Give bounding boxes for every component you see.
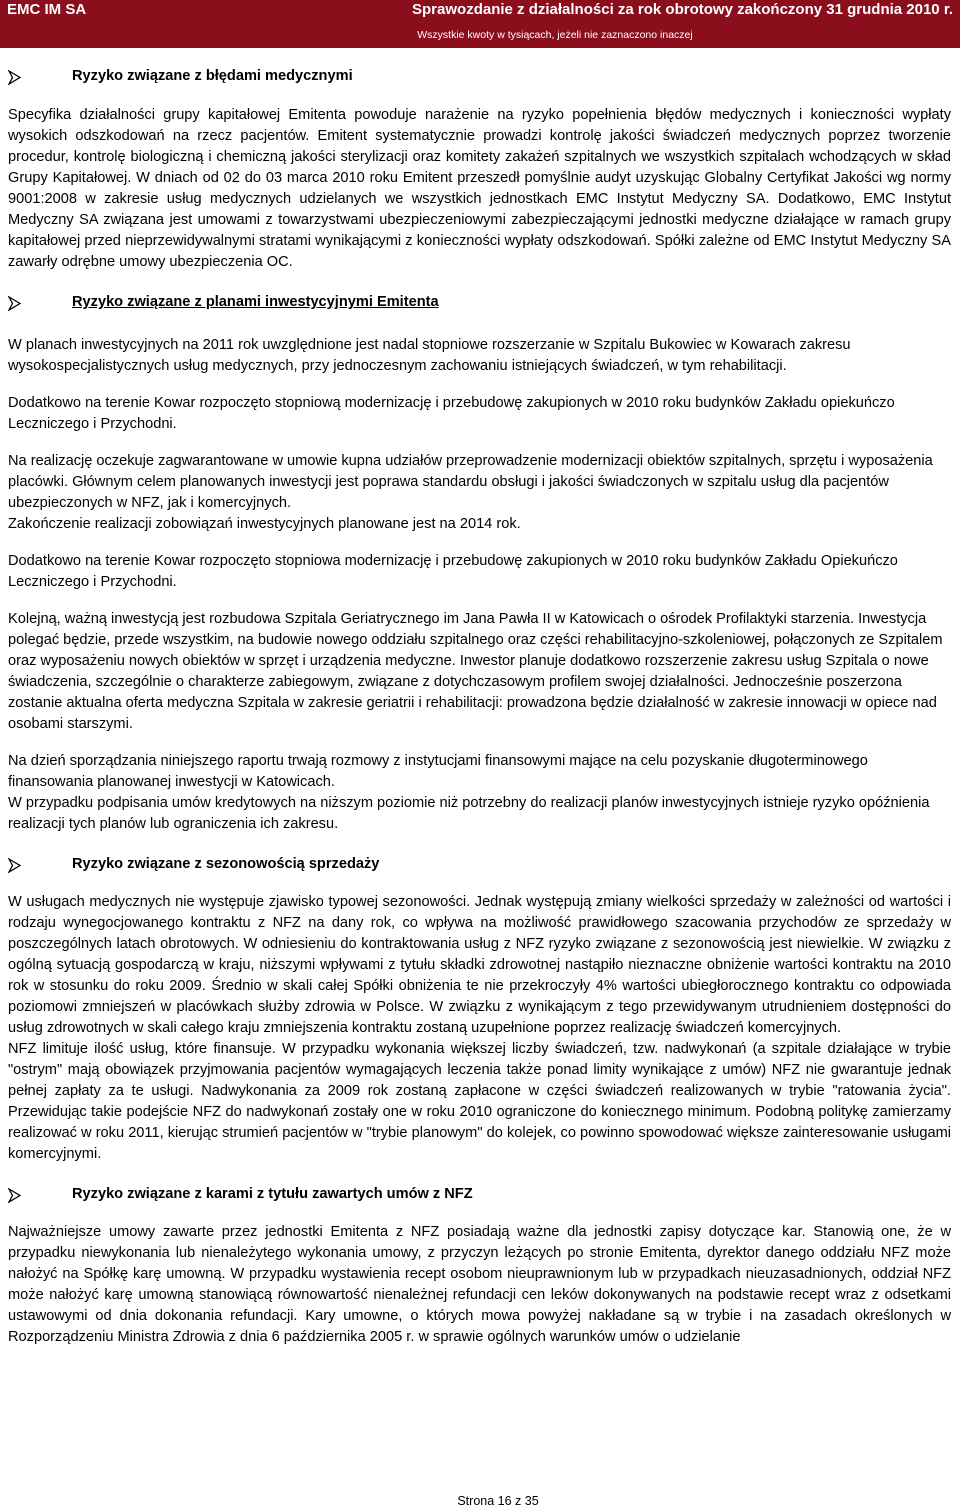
paragraph: Specyfika działalności grupy kapitałowej Emitenta powoduje narażenie na ryzyko popełnienia błędów medycznych i konieczności wypłaty wysokich odszkodowań na rzecz pacjentów. Emitent systematycznie prowadzi kontrolę jakości świadczeń medycznych poprzez tworzenie procedur, kontrolę biologiczną i chemiczną jakości sterylizacji oraz komitety zakażeń szpitalnych we wszystkich szpitalach wchodzących w skład Grupy Kapitałowej. W dniach od 02 do 03 marca 2010 roku Emitent przeszedł pomyślnie audyt uzyskując Globalny Certyfikat Jakości wg normy 9001:2008 w zakresie usług medycznych udzielanych we wszystkich jednostkach EMC Instytut Medyczny SA. Dodatkowo, EMC Instytut Medyczny SA związana jest umowami z towarzystwami ubezpieczeniowymi zabezpieczającymi jednostki medyczne działające w ramach grupy kapitałowej przed nieprzewidywalnymi stratami wynikającymi z konieczności wypłaty odszkodowań. Spółki zależne od EMC Instytut Medyczny SA zawarły odrębne umowy ubezpieczenia OC. — [8, 107, 951, 270]
section-heading-penalties — [8, 1184, 951, 1205]
section-heading-investment — [8, 292, 951, 313]
paragraph: W usługach medycznych nie występuje zjawisko typowej sezonowości. Jednak występują zmiany wielkości sprzedaży w zależności od wartości i rodzaju wynegocjowanego kontraktu z NFZ na dany rok, co wpływa na możliwość prawidłowego szacowania przychodów ze sprzedaży w poszczególnych latach obrotowych. W odniesieniu do kontraktowania usług z NFZ ryzyko związane z sezonowością jest niewielkie. W związku z ogólną sytuacją gospodarczą w kraju, niższymi wpływami z tytułu składki zdrowotnej nastąpiło nieznaczne obniżenie wartości kontraktu na 2010 rok w stosunku do roku 2009. Średnio w skali całej Spółki obniżenia te nie przekroczyły 4% wartości ubiegłorocznego kontraktu co odpowiada poziomowi zmniejszeń w placówkach służby zdrowia w Polsce. W związku z wynikającym z tego przewidywanym utrudnieniem dostępności do usług zdrowotnych w skali całego kraju zmniejszenia kontraktu zostaną uzupełnione poprzez realizację świadczeń komercyjnych. — [8, 894, 951, 1036]
page-number: Strona 16 z 35 — [457, 1494, 539, 1508]
arrow-bullet-icon — [8, 69, 72, 85]
arrow-bullet-icon — [8, 857, 72, 873]
paragraph: W planach inwestycyjnych na 2011 rok uwzględnione jest nadal stopniowe rozszerzanie w Szpitalu Bukowiec w Kowarach zakresu wysokospecjalistycznych usług medycznych, przy jednoczesnym zachowaniu istniejących świadczeń, w tym rehabilitacji. — [8, 337, 851, 374]
section-title: Ryzyko związane z planami inwestycyjnymi Emitenta — [72, 294, 439, 310]
paragraph: Najważniejsze umowy zawarte przez jednostki Emitenta z NFZ posiadają ważne dla jednostki zapisy dotyczące kar. Stanowią one, że w przypadku niewykonania lub nienależytego wykonania umowy, z przyczyn leżących po stronie Emitenta, dyrektor danego oddziału NFZ może nałożyć na Spółkę karę umowną. W przypadku wystawienia recept osobom nieuprawnionym lub w przypadkach nieuzasadnionych, oddział NFZ może nałożyć karę umowną stanowiącą równowartość nienależnej refundacji cen leków dokonywanych na podstawie recept wraz z odsetkami ustawowymi od dnia dokonania refundacji. Kary umowne, o których mowa powyżej nakładane są w trybie i na zasadach określonych w Rozporządzeniu Ministra Zdrowia z dnia 6 października 2005 r. w sprawie ogólnych warunków umów o udzielanie — [8, 1224, 951, 1345]
arrow-bullet-icon — [8, 295, 72, 311]
paragraph: Dodatkowo na terenie Kowar rozpoczęto stopniową modernizację i przebudowę zakupionych w 2010 roku budynków Zakładu opiekuńczo Leczniczego i Przychodni. — [8, 395, 895, 432]
page-header — [0, 0, 960, 48]
paragraph: Na realizację oczekuje zagwarantowane w umowie kupna udziałów przeprowadzenie modernizacji obiektów szpitalnych, sprzętu i wyposażenia placówki. Głównym celem planowanych inwestycji jest poprawa standardu obsługi i jakości świadczonych w szpitalu usług dla pacjentów ubezpieczonych w NFZ, jak i komercyjnych. — [8, 453, 933, 511]
company-name: EMC IM SA — [7, 1, 87, 18]
paragraph: Na dzień sporządzania niniejszego raportu trwają rozmowy z instytucjami finansowymi mające na celu pozyskanie długoterminowego finansowania planowanej inwestycji w Katowicach. — [8, 753, 868, 790]
document-body — [8, 66, 951, 1348]
amounts-note: Wszystkie kwoty w tysiącach, jeżeli nie zaznaczono inaczej — [417, 29, 693, 41]
section-heading-medical-errors — [8, 66, 951, 87]
section-title: Ryzyko związane z błędami medycznymi — [72, 68, 353, 84]
arrow-bullet-icon — [8, 1187, 72, 1203]
paragraph: Zakończenie realizacji zobowiązań inwestycyjnych planowane jest na 2014 rok. — [8, 516, 521, 532]
section-heading-seasonality — [8, 854, 951, 875]
paragraph: W przypadku podpisania umów kredytowych na niższym poziomie niż potrzebny do realizacji planów inwestycyjnych istnieje ryzyko opóźnienia realizacji tych planów lub ograniczenia ich zakresu. — [8, 795, 930, 832]
paragraph: NFZ limituje ilość usług, które finansuje. W przypadku wykonania większej liczby świadczeń, tzw. nadwykonań (a szpitale działające w trybie "ostrym" mają obowiązek przyjmowania pacjentów wymagających leczenia także ponad limity wynikające z umów) NFZ nie gwarantuje jednak pełnej zapłaty za te usługi. Nadwykonania za 2009 rok zostaną zapłacone w części świadczeń realizowanych w trybie "ratowania życia". Przewidując takie podejście NFZ do nadwykonań zostały one w roku 2010 ograniczone do koniecznego minimum. Podobną politykę zamierzamy realizować w roku 2011, kierując strumień pacjentów w "trybie planowym" do kolejek, co powinno spowodować większe zainteresowanie usługami komercyjnymi. — [8, 1041, 951, 1162]
report-title: Sprawozdanie z działalności za rok obrotowy zakończony 31 grudnia 2010 r. — [412, 1, 953, 18]
section-title: Ryzyko związane z karami z tytułu zawartych umów z NFZ — [72, 1186, 473, 1202]
paragraph: Dodatkowo na terenie Kowar rozpoczęto stopniowa modernizację i przebudowę zakupionych w 2010 roku budynków Zakładu Opiekuńczo Leczniczego i Przychodni. — [8, 553, 898, 590]
section-title: Ryzyko związane z sezonowością sprzedaży — [72, 856, 380, 872]
paragraph: Kolejną, ważną inwestycją jest rozbudowa Szpitala Geriatrycznego im Jana Pawła II w Katowicach o ośrodek Profilaktyki starzenia. Inwestycja polegać będzie, przede wszystkim, na budowie nowego oddziału szpitalnego oraz części rehabilitacyjno-szkoleniowej, połączonych ze Szpitalem oraz wyposażeniu nowych obiektów w sprzęt i urządzenia medyczne. Inwestor planuje dodatkowo rozszerzenie zakresu usług Szpitala o nowe świadczenia, szczególnie o charakterze zabiegowym, związane z dotychczasowym profilem swojej działalności. Jednocześnie poszerzona zostanie aktualna oferta medyczna Szpitala w zakresie geriatrii i rehabilitacji: prowadzona będzie działalność w zakresie innowacji w opiece nad osobami starszymi. — [8, 611, 943, 732]
